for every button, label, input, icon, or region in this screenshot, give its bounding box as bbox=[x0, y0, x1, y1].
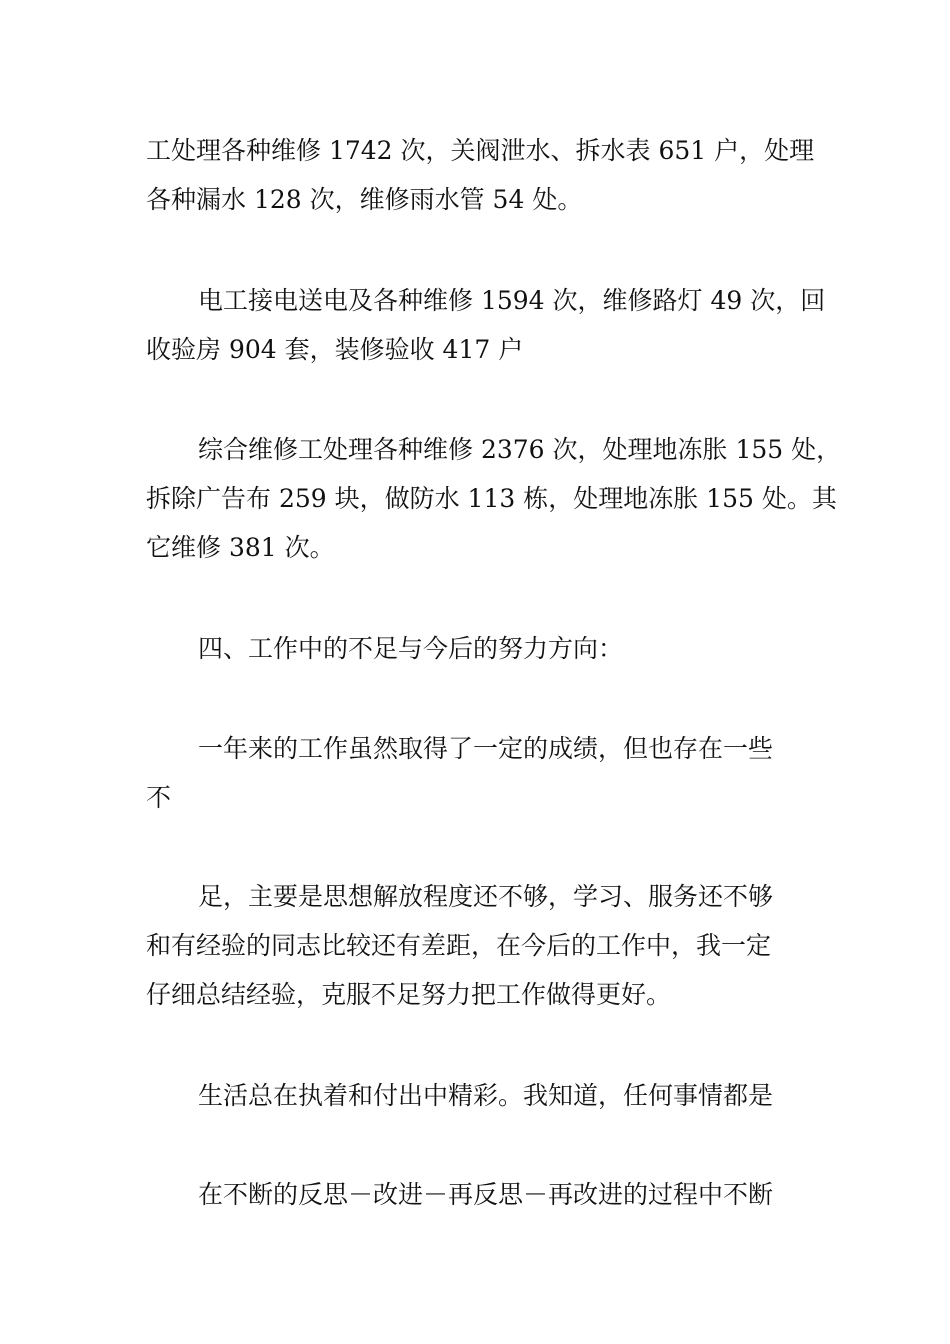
paragraph-achievements bbox=[146, 724, 826, 822]
text-line: 和有经验的同志比较还有差距，在今后的工作中，我一定 bbox=[146, 931, 772, 960]
paragraph-improvement-plan bbox=[146, 872, 826, 1019]
text-line: 仔细总结经验，克服不足努力把工作做得更好。 bbox=[146, 980, 672, 1009]
text-line: 电工接电送电及各种维修 1594 次，维修路灯 49 次，回 bbox=[198, 286, 826, 315]
paragraph-life-reflection bbox=[146, 1071, 826, 1120]
paragraph-general-repairs bbox=[146, 425, 842, 572]
text-line: 拆除广告布 259 块，做防水 113 栋，处理地冻胀 155 处。其 bbox=[146, 484, 837, 513]
text-line: 生活总在执着和付出中精彩。我知道，任何事情都是 bbox=[198, 1081, 774, 1110]
text-line: 一年来的工作虽然取得了一定的成绩，但也存在一些 bbox=[198, 734, 774, 763]
text-line: 在不断的反思－改进－再反思－再改进的过程中不断 bbox=[198, 1180, 774, 1209]
text-line: 足，主要是思想解放程度还不够，学习、服务还不够 bbox=[198, 882, 774, 911]
text-line: 工处理各种维修 1742 次，关阀泄水、拆水表 651 户，处理 bbox=[146, 136, 815, 165]
text-line: 收验房 904 套，装修验收 417 户 bbox=[146, 335, 524, 364]
paragraph-electrical-repairs bbox=[146, 276, 826, 374]
text-line: 综合维修工处理各种维修 2376 次，处理地冻胀 155 处， bbox=[198, 435, 842, 464]
paragraph-plumbing-repairs bbox=[146, 126, 826, 224]
text-line: 四、工作中的不足与今后的努力方向： bbox=[198, 634, 624, 663]
text-line: 它维修 381 次。 bbox=[146, 533, 335, 562]
text-line: 各种漏水 128 次，维修雨水管 54 处。 bbox=[146, 185, 583, 214]
text-line: 不 bbox=[146, 783, 172, 812]
paragraph-continuous-improvement bbox=[146, 1170, 826, 1219]
section-heading-shortcomings bbox=[146, 624, 826, 673]
